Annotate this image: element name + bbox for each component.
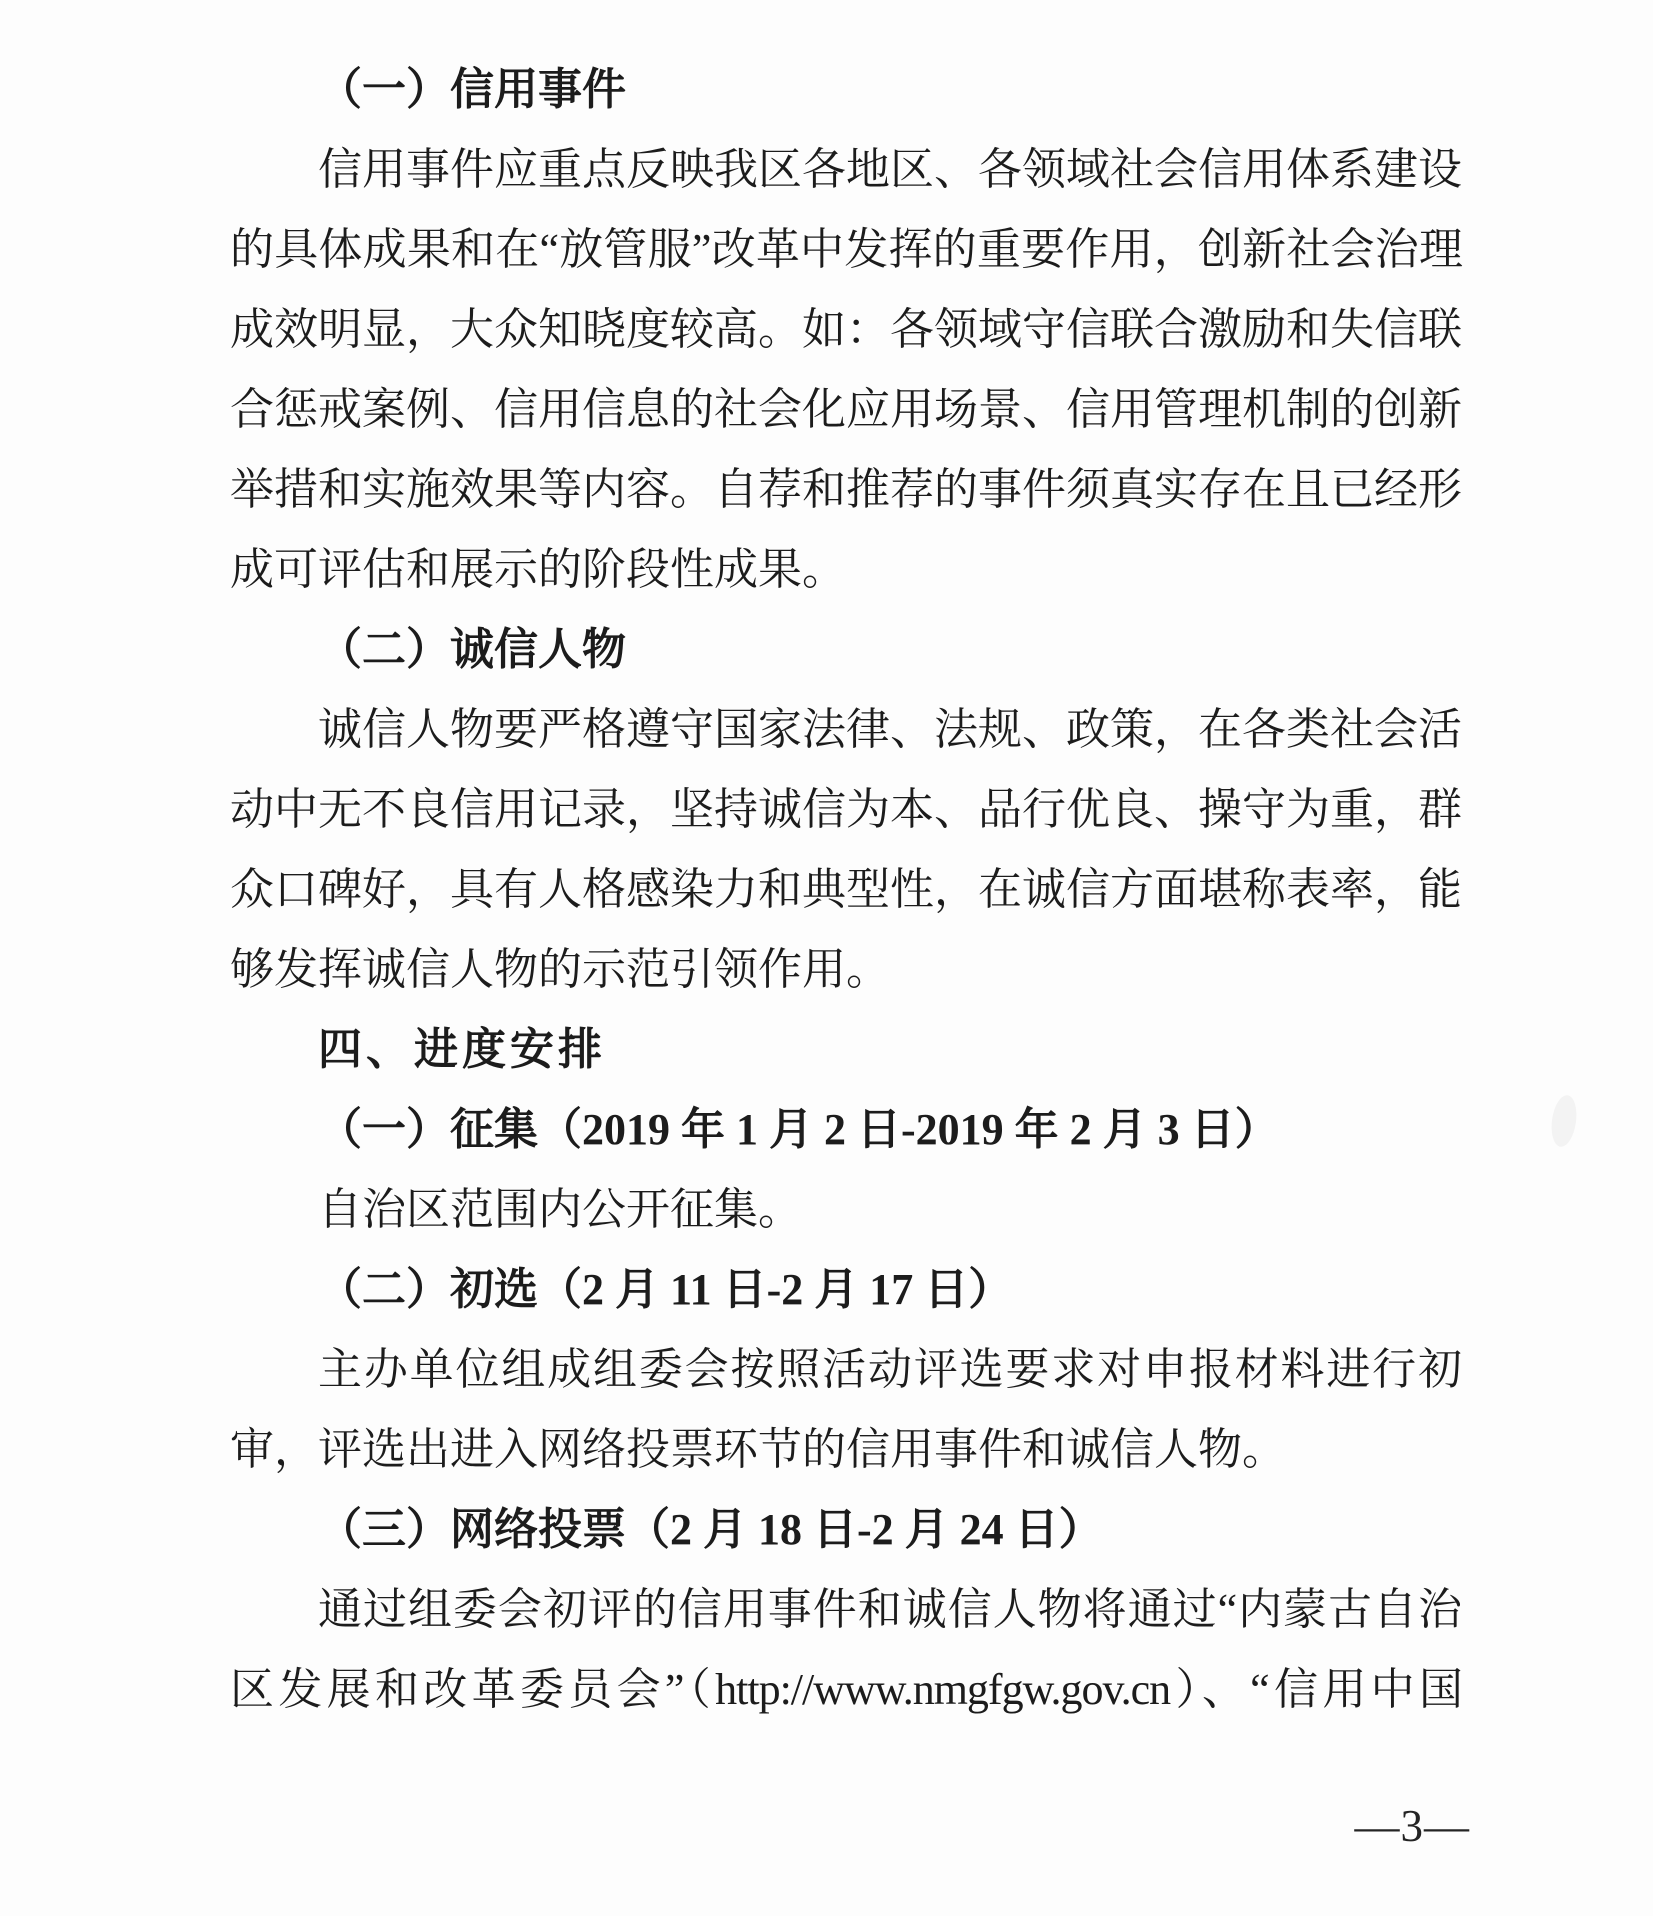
page-number: —3—: [1354, 1801, 1470, 1851]
document-line: 举措和实施效果等内容。自荐和推荐的事件须真实存在且已经形: [230, 465, 1462, 514]
document-line: 动中无不良信用记录，坚持诚信为本、品行优良、操守为重，群: [230, 785, 1462, 834]
document-line: 自治区范围内公开征集。: [318, 1185, 802, 1234]
section-heading-collection: （一）征集（2019 年 1 月 2 日-2019 年 2 月 3 日）: [318, 1105, 1279, 1154]
document-line: 合惩戒案例、信用信息的社会化应用场景、信用管理机制的创新: [230, 385, 1462, 434]
document-line: 通过组委会初评的信用事件和诚信人物将通过“内蒙古自治: [318, 1585, 1462, 1634]
document-line: 够发挥诚信人物的示范引领作用。: [230, 945, 890, 994]
section-heading-credit-events: （一）信用事件: [318, 65, 626, 114]
scan-smudge-artifact: [1548, 1094, 1579, 1149]
document-line: 成可评估和展示的阶段性成果。: [230, 545, 846, 594]
document-line: 成效明显，大众知晓度较高。如：各领域守信联合激励和失信联: [230, 305, 1462, 354]
document-line: 信用事件应重点反映我区各地区、各领域社会信用体系建设: [318, 145, 1462, 194]
document-body: [230, 50, 1462, 1730]
document-line-with-url: 区发展和改革委员会”（http://www.nmgfgw.gov.cn）、“信用中国: [230, 1665, 1462, 1714]
section-heading-online-voting: （三）网络投票（2 月 18 日-2 月 24 日）: [318, 1505, 1103, 1554]
document-line: 的具体成果和在“放管服”改革中发挥的重要作用，创新社会治理: [230, 225, 1462, 274]
document-line: 主办单位组成组委会按照活动评选要求对申报材料进行初: [318, 1345, 1462, 1394]
document-line: 诚信人物要严格遵守国家法律、法规、政策，在各类社会活: [318, 705, 1462, 754]
chapter-heading-schedule: 四、进度安排: [318, 1025, 606, 1074]
document-line: 审，评选出进入网络投票环节的信用事件和诚信人物。: [230, 1425, 1286, 1474]
section-heading-preselection: （二）初选（2 月 11 日-2 月 17 日）: [318, 1265, 1013, 1314]
document-line: 众口碑好，具有人格感染力和典型性，在诚信方面堪称表率，能: [230, 865, 1462, 914]
section-heading-honest-people: （二）诚信人物: [318, 625, 626, 674]
